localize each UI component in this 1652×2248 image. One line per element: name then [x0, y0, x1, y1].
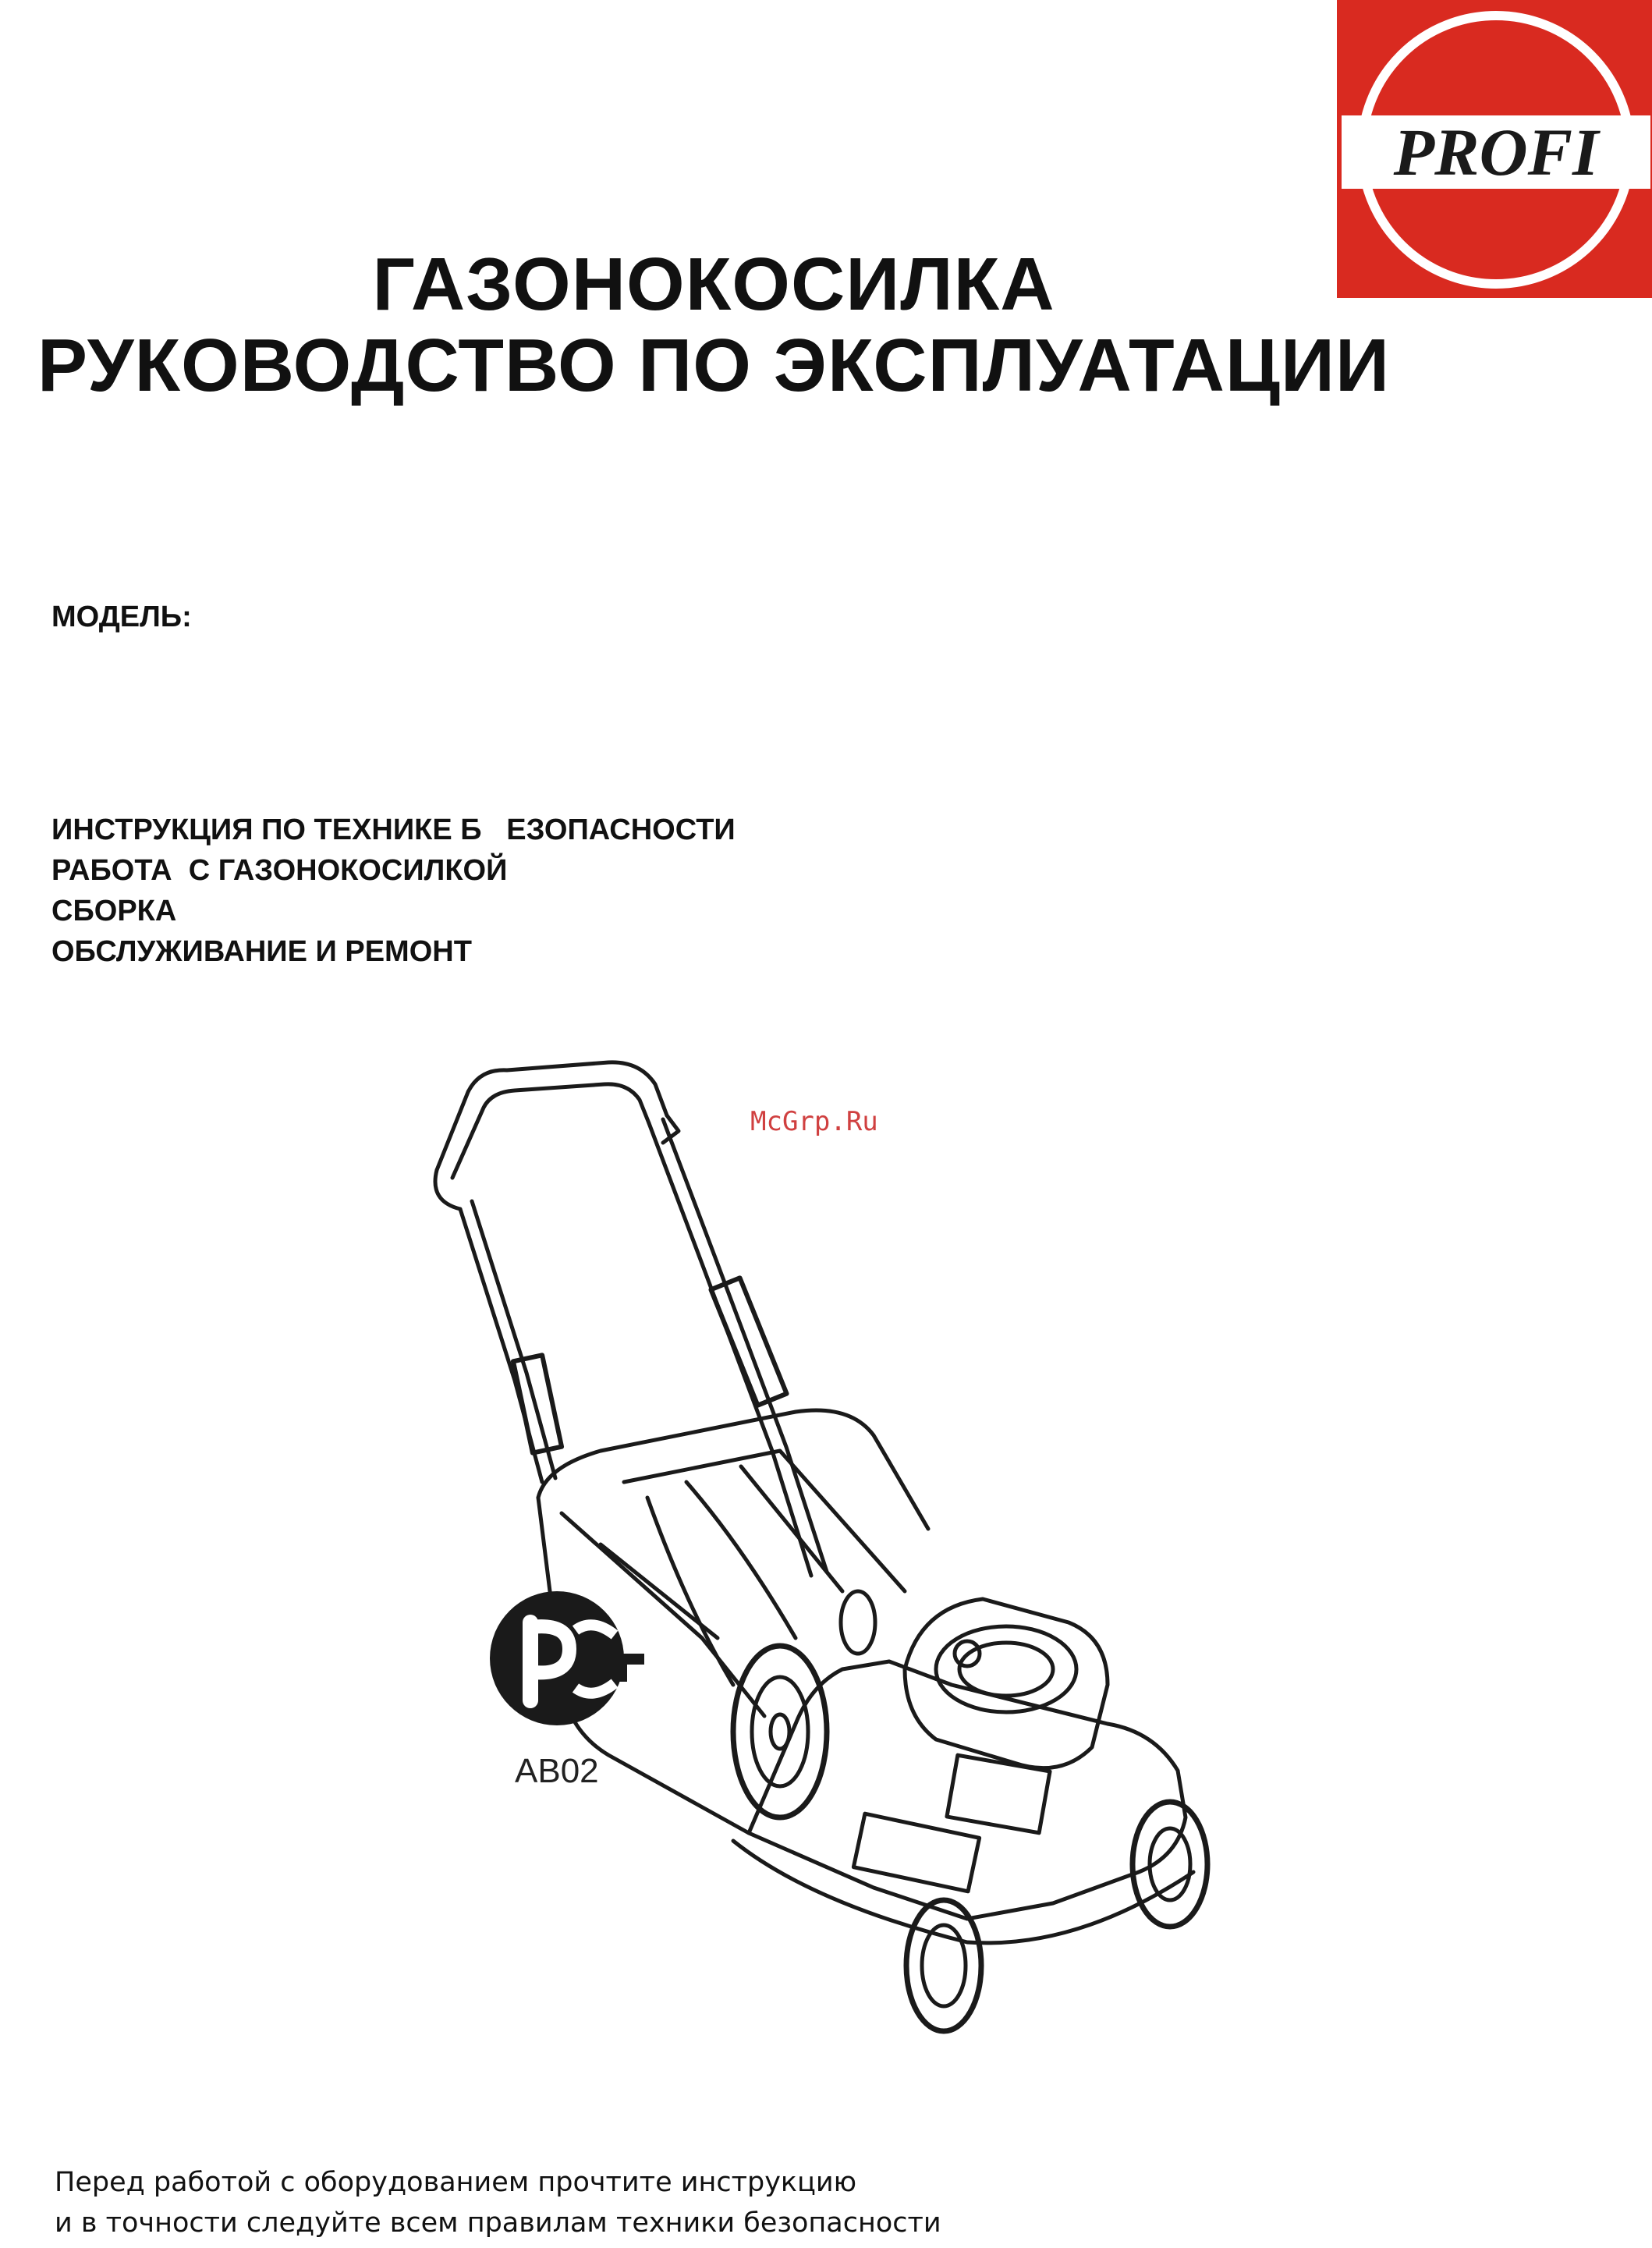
- lawn-mower-illustration: [406, 1045, 1279, 2090]
- section-safety: ИНСТРУКЦИЯ ПО ТЕХНИКЕ Б ЕЗОПАСНОСТИ: [51, 814, 736, 846]
- notice-line-2: и в точности следуйте всем правилам техники безопасности: [55, 2207, 941, 2239]
- certification-code: AB02: [515, 1752, 599, 1790]
- notice-line-1: Перед работой с оборудованием прочтите инструкцию: [55, 2167, 857, 2198]
- document-subtitle: РУКОВОДСТВО ПО ЭКСПЛУАТАЦИИ: [37, 324, 1391, 407]
- model-label: МОДЕЛЬ:: [51, 601, 192, 633]
- section-assembly: СБОРКА: [51, 895, 177, 927]
- section-operation: РАБОТА С ГАЗОНОКОСИЛКОЙ: [51, 854, 508, 887]
- document-title: ГАЗОНОКОСИЛКА: [372, 243, 1055, 326]
- watermark-text: McGrp.Ru: [750, 1106, 878, 1137]
- svg-text:PROFI: PROFI: [1393, 115, 1599, 190]
- section-maintenance: ОБСЛУЖИВАНИЕ И РЕМОНТ: [51, 935, 472, 968]
